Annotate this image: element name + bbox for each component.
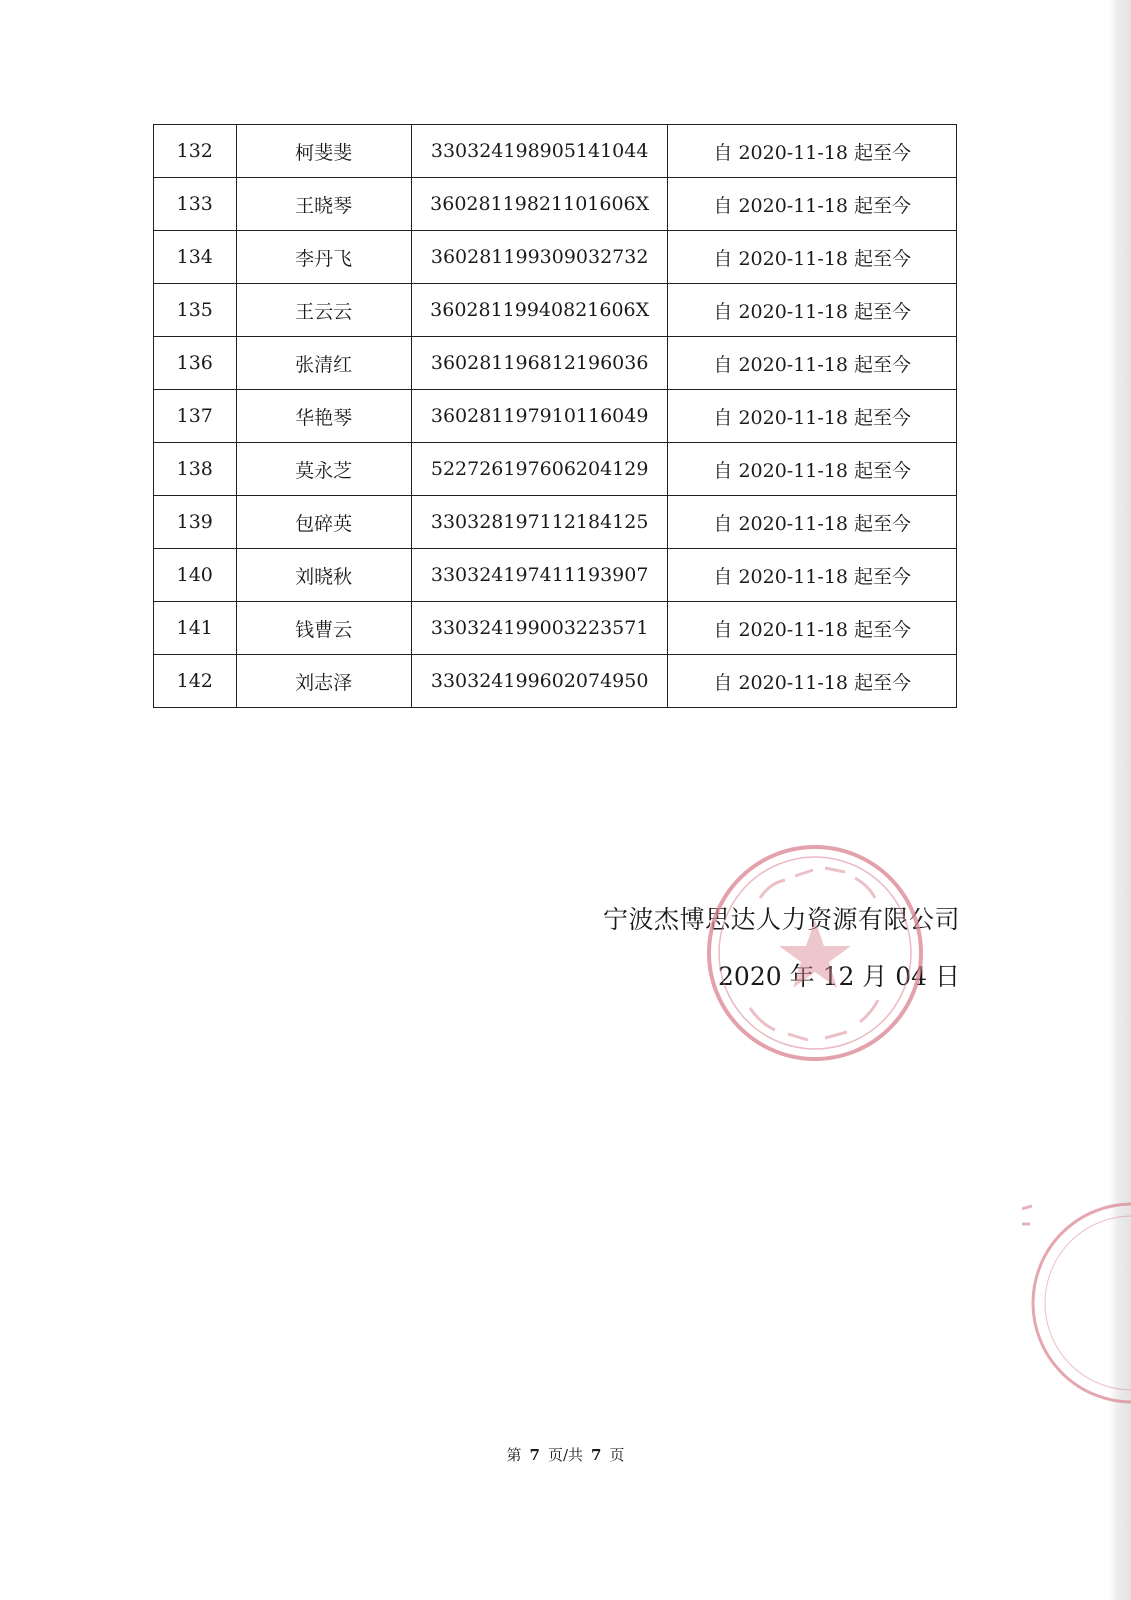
employee-name: 王晓琴 — [236, 178, 411, 231]
employment-period: 自 2020-11-18 起至今 — [668, 231, 957, 284]
employment-period: 自 2020-11-18 起至今 — [668, 602, 957, 655]
row-number: 132 — [154, 125, 237, 178]
row-number: 136 — [154, 337, 237, 390]
row-number: 134 — [154, 231, 237, 284]
table-row — [154, 284, 957, 337]
footer-total-pages: 7 — [591, 1446, 602, 1464]
employment-period: 自 2020-11-18 起至今 — [668, 337, 957, 390]
employee-name: 包碎英 — [236, 496, 411, 549]
employee-name: 王云云 — [236, 284, 411, 337]
employment-period: 自 2020-11-18 起至今 — [668, 443, 957, 496]
id-number: 330324197411193907 — [411, 549, 668, 602]
employee-name: 刘晓秋 — [236, 549, 411, 602]
employee-name: 钱曹云 — [236, 602, 411, 655]
row-number: 138 — [154, 443, 237, 496]
row-number: 133 — [154, 178, 237, 231]
id-number: 360281196812196036 — [411, 337, 668, 390]
id-number: 330328197112184125 — [411, 496, 668, 549]
employee-name: 张清红 — [236, 337, 411, 390]
table-row — [154, 231, 957, 284]
id-number: 36028119821101606X — [411, 178, 668, 231]
employment-period: 自 2020-11-18 起至今 — [668, 496, 957, 549]
employment-period: 自 2020-11-18 起至今 — [668, 549, 957, 602]
row-number: 142 — [154, 655, 237, 708]
row-number: 137 — [154, 390, 237, 443]
id-number: 330324199003223571 — [411, 602, 668, 655]
id-number: 522726197606204129 — [411, 443, 668, 496]
employment-period: 自 2020-11-18 起至今 — [668, 284, 957, 337]
company-seal-icon — [700, 838, 930, 1068]
footer-prefix: 第 — [506, 1446, 522, 1464]
employee-name: 李丹飞 — [236, 231, 411, 284]
table-row — [154, 390, 957, 443]
table-row — [154, 443, 957, 496]
row-number: 140 — [154, 549, 237, 602]
employment-period: 自 2020-11-18 起至今 — [668, 655, 957, 708]
table-row — [154, 496, 957, 549]
footer-suffix: 页 — [609, 1446, 625, 1464]
employee-name: 莫永芝 — [236, 443, 411, 496]
signature-date: 2020 年 12 月 04 日 — [718, 962, 960, 991]
id-number: 330324198905141044 — [411, 125, 668, 178]
row-number: 141 — [154, 602, 237, 655]
company-name: 宁波杰博思达人力资源有限公司 — [602, 905, 960, 934]
table-row — [154, 602, 957, 655]
table-row — [154, 125, 957, 178]
id-number: 360281199309032732 — [411, 231, 668, 284]
employee-name: 华艳琴 — [236, 390, 411, 443]
id-number: 36028119940821606X — [411, 284, 668, 337]
row-number: 135 — [154, 284, 237, 337]
employment-period: 自 2020-11-18 起至今 — [668, 125, 957, 178]
table-row — [154, 549, 957, 602]
row-number: 139 — [154, 496, 237, 549]
employee-table-body — [154, 125, 957, 708]
table-row — [154, 337, 957, 390]
page-footer — [0, 1444, 1131, 1465]
table-row — [154, 178, 957, 231]
employment-period: 自 2020-11-18 起至今 — [668, 178, 957, 231]
id-number: 330324199602074950 — [411, 655, 668, 708]
id-number: 360281197910116049 — [411, 390, 668, 443]
footer-current-page: 7 — [529, 1446, 540, 1464]
employment-period: 自 2020-11-18 起至今 — [668, 390, 957, 443]
footer-middle: 页/共 — [547, 1446, 584, 1464]
scan-page-edge — [1109, 0, 1131, 1600]
employee-table — [153, 124, 957, 708]
employee-name: 柯斐斐 — [236, 125, 411, 178]
table-row — [154, 655, 957, 708]
employee-name: 刘志泽 — [236, 655, 411, 708]
